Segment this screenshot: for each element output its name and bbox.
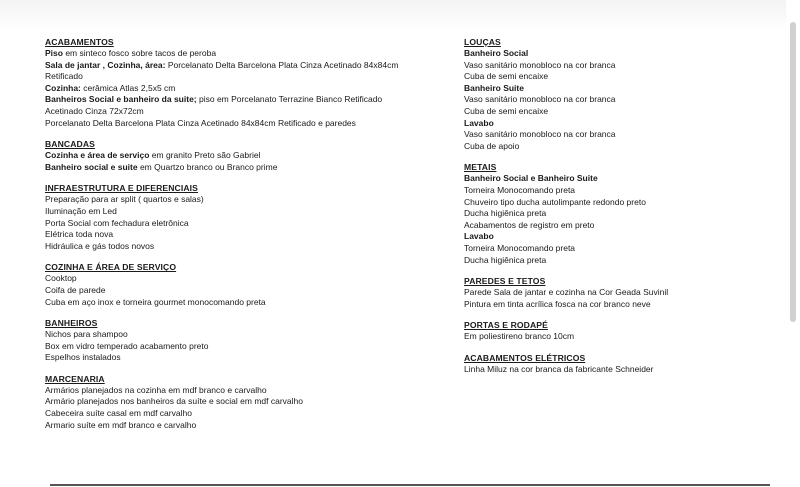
list-item: Ducha higiênica preta [464,254,547,265]
list-item: Cuba em aço inox e torneira gourmet monocomando preta [45,296,266,307]
list-item: Sala de jantar , Cozinha, área: Porcelanato Delta Barcelona Plata Cinza Acetinado 84x84cm [45,59,399,70]
subsection-title: Banheiro Suite [464,82,524,93]
section-title: COZINHA E ÁREA DE SERVIÇO [45,262,177,273]
list-item: Linha Miluz na cor branca da fabricante Schneider [464,363,654,374]
list-item: Cuba de semi encaixe [464,105,549,116]
list-item: Cuba de semi encaixe [464,71,549,82]
list-item: Pintura em tinta acrílica fosca na cor branco neve [464,298,651,309]
list-item: Porcelanato Delta Barcelona Plata Cinza Acetinado 84x84cm Retificado e paredes [45,117,356,128]
list-item: Em poliestireno branco 10cm [464,331,575,342]
section-title: PORTAS E RODAPÉ [464,320,548,331]
list-item: Hidráulica e gás todos novos [45,240,155,251]
list-item: Espelhos instalados [45,352,121,363]
list-item: Cozinha: cerâmica Atlas 2,5x5 cm [45,82,176,93]
scrollbar-thumb[interactable] [790,22,796,322]
list-item: Armário planejados nos banheiros da suíte e social em mdf carvalho [45,396,303,407]
section-paredes [464,276,784,310]
list-item: Box em vidro temperado acabamento preto [45,340,209,351]
section-title: INFRAESTRUTURA E DIFERENCIAIS [45,183,198,194]
section-title: METAIS [464,162,497,173]
list-item: Coifa de parede [45,284,106,295]
section-eletricos [464,353,784,376]
top-shadow-band [0,0,800,30]
list-item: Armários planejados na cozinha em mdf branco e carvalho [45,384,267,395]
list-item: Cozinha e área de serviço em granito Preto são Gabriel [45,150,261,161]
section-title: MARCENARIA [45,373,105,384]
section-portas [464,320,784,343]
section-title: BANHEIROS [45,318,98,329]
list-item: Ducha higiênica preta [464,208,547,219]
subsection-title: Lavabo [464,231,494,242]
section-banheiros [45,318,445,364]
list-item: Vaso sanitário monobloco na cor branca [464,59,616,70]
list-item: Vaso sanitário monobloco na cor branca [464,94,616,105]
left-column [45,37,445,441]
list-item: Porta Social com fechadura eletrônica [45,217,189,228]
right-column [464,37,784,385]
section-loucas [464,37,784,152]
list-item: Chuveiro tipo ducha autolimpante redondo preto [464,196,646,207]
section-title: ACABAMENTOS [45,37,114,47]
section-title: BANCADAS [45,139,95,150]
list-item: Retificado [45,71,83,82]
list-item: Iluminação em Led [45,205,117,216]
section-marcenaria [45,374,445,431]
subsection-title: Banheiro Social [464,48,529,58]
section-title: ACABAMENTOS ELÉTRICOS [464,352,586,363]
section-infraestrutura [45,183,445,252]
list-item: Acetinado Cinza 72x72cm [45,105,144,116]
list-item: Elétrica toda nova [45,229,114,240]
list-item: Cuba de apoio [464,140,520,151]
subsection-title: Banheiro Social e Banheiro Suite [464,173,598,184]
section-cozinha [45,262,445,308]
section-bancadas [45,139,445,173]
list-item: Vaso sanitário monobloco na cor branca [464,129,616,140]
list-item: Torneira Monocomando preta [464,242,576,253]
section-title: LOUÇAS [464,37,501,47]
list-item: Preparação para ar split ( quartos e salas) [45,194,204,205]
section-acabamentos [45,37,445,129]
subsection-title: Lavabo [464,117,494,128]
list-item: Banheiros Social e banheiro da suite; piso em Porcelanato Terrazine Bianco Retificado [45,94,383,105]
list-item: Acabamentos de registro em preto [464,219,595,230]
list-item: Armario suíte em mdf branco e carvalho [45,419,197,430]
list-item: Parede Sala de jantar e cozinha na Cor Geada Suvinil [464,287,669,298]
list-item: Piso em sinteco fosco sobre tacos de peroba [45,48,217,58]
list-item: Banheiro social e suite em Quartzo branco ou Branco prime [45,161,278,172]
list-item: Torneira Monocomando preta [464,184,576,195]
section-title: PAREDES E TETOS [464,276,546,287]
list-item: Cabeceira suíte casal em mdf carvalho [45,408,192,419]
list-item: Cooktop [45,273,77,284]
list-item: Nichos para shampoo [45,329,128,340]
bottom-divider [50,484,770,486]
section-metais [464,162,784,266]
